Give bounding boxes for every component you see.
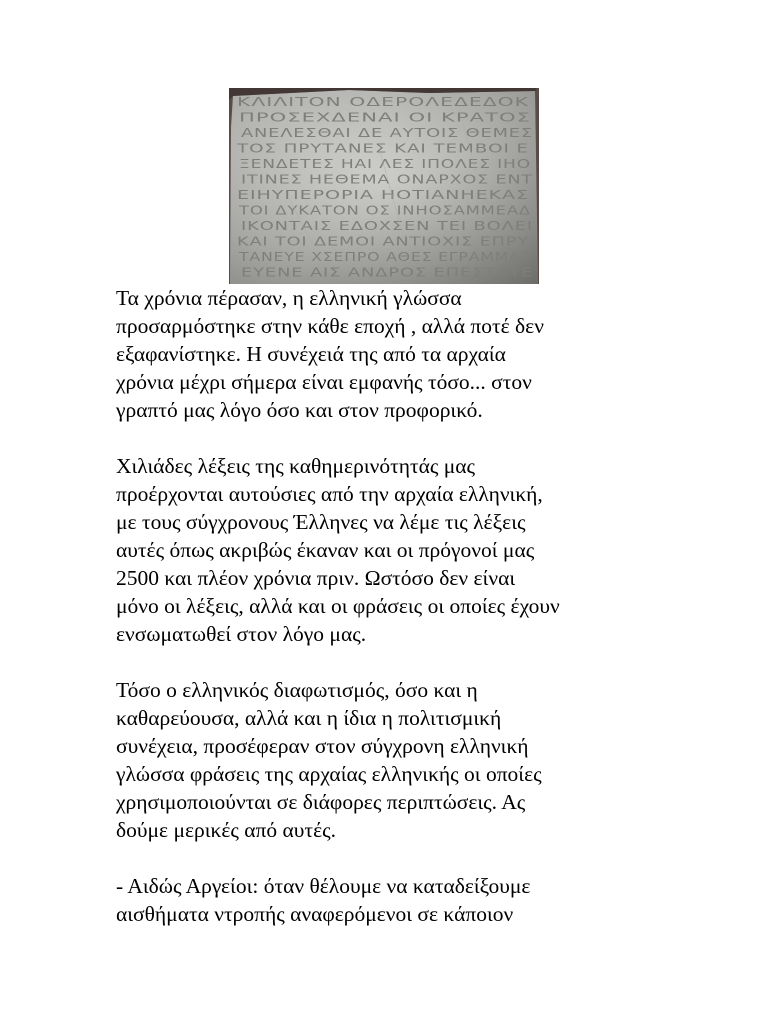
paragraph-line: συνέχεια, προσέφεραν στον σύγχρονη ελληνική [116,734,529,758]
paragraph-line: 2500 και πλέον χρόνια πριν. Ωστόσο δεν είναι [116,566,516,590]
inscription-line: ΚΛΙΛΙΤΟΝ ΟΔΕΡΟΛΕΔΕΔΟΚ [237,94,530,109]
paragraph-line: με τους σύγχρονους Έλληνες να λέμε τις λέξεις [116,510,526,534]
paragraph-line: προέρχονται αυτούσιες από την αρχαία ελληνική, [116,482,543,506]
paragraph-line: Τα χρόνια πέρασαν, η ελληνική γλώσσα [116,286,462,310]
paragraph-line: Τόσο ο ελληνικός διαφωτισμός, όσο και η [116,678,478,702]
paragraph [116,872,676,928]
inscription-stele-image [229,88,539,284]
inscription-line: ΤΟΣ ΠΡΥΤΑΝΕΣ ΚΑΙ ΤΕΜΒΟΙ Ε [235,140,529,156]
inscription-line: ΕΙΗΥΠΕΡΟΡΙΑ ΗΟΤΙΑΝΗΕΚΑΣ [237,187,529,202]
paragraph-line: αυτές όπως ακριβώς έκαναν και οι πρόγονοί μας [116,538,535,562]
paragraph-line: μόνο οι λέξεις, αλλά και οι φράσεις οι οποίες έχουν [116,594,560,618]
inscription-line: ΕΥΕΝΕ ΑΙΣ ΑΝΔΡΟΣ ΕΠΕΣΤΑΤΕ [241,264,533,280]
inscription-line: ΞΕΝΔΕΤΕΣ ΗΑΙ ΛΕΣ ΙΠΟΛΕΣ ΙΗΟ [239,156,531,171]
inscription-line: ΙΤΙΝΕΣ ΗΕΘΕΜΑ ΟΝΑΡΧΟΣ ΕΝΤ [241,171,533,187]
inscription-line: ΠΡΟΣΕΧΔΕΝΑΙ ΟΙ ΚΡΑΤΟΣ [239,109,531,125]
paragraph-line: Χιλιάδες λέξεις της καθημερινότητάς μας [116,454,476,478]
paragraph-line: εξαφανίστηκε. Η συνέχειά της από τα αρχαία [116,342,506,366]
paragraph-line: καθαρεύουσα, αλλά και η ίδια η πολιτισμική [116,706,502,730]
inscription-line: ΚΑΙ ΤΟΙ ΔΕΜΟΙ ΑΝΤΙΟΧΙΣ ΕΠΡΥ [237,233,529,249]
paragraph-line: δούμε μερικές από αυτές. [116,818,336,842]
paragraph-line: ενσωματωθεί στον λόγο μας. [116,622,367,646]
inscription-line: ΙΚΟΝΤΑΙΣ ΕΔΟΧΣΕΝ ΤΕΙ ΒΟΛΕΙ [241,218,533,233]
paragraph-line: χρησιμοποιούνται σε διάφορες περιπτώσεις. Ας [116,790,526,814]
inscription-line: ΤΟΙ ΔΥΚΑΤΟΝ ΟΣ ΙΝΗΟΣΑΜΜΕΑΔ [237,202,531,218]
paragraph [116,284,676,424]
paragraph-line: γλώσσα φράσεις της αρχαίας ελληνικής οι οποίες [116,762,542,786]
paragraph-line: προσαρμόστηκε στην κάθε εποχή , αλλά ποτέ δεν [116,314,544,338]
inscription-line: ΤΑΝΕΥΕ ΧΣΕΠΡΟ ΑΘΕΣ ΕΓΡΑΜΜΑΤ [237,249,531,264]
paragraph-line: - Αιδώς Αργείοι: όταν θέλουμε να καταδείξουμε [116,874,531,898]
paragraph-line: αισθήματα ντροπής αναφερόμενοι σε κάποιον [116,902,514,926]
inscription-line: ΑΝΕΛΕΣΘΑΙ ΔΕ ΑΥΤΟΙΣ ΘΕΜΕΣ [241,125,533,140]
paragraph [116,676,676,844]
article-body [116,284,676,956]
marble-stele-icon [229,88,539,284]
paragraph-line: χρόνια μέχρι σήμερα είναι εμφανής τόσο... στον [116,370,532,394]
paragraph-line: γραπτό μας λόγο όσο και στον προφορικό. [116,398,483,422]
paragraph [116,452,676,648]
